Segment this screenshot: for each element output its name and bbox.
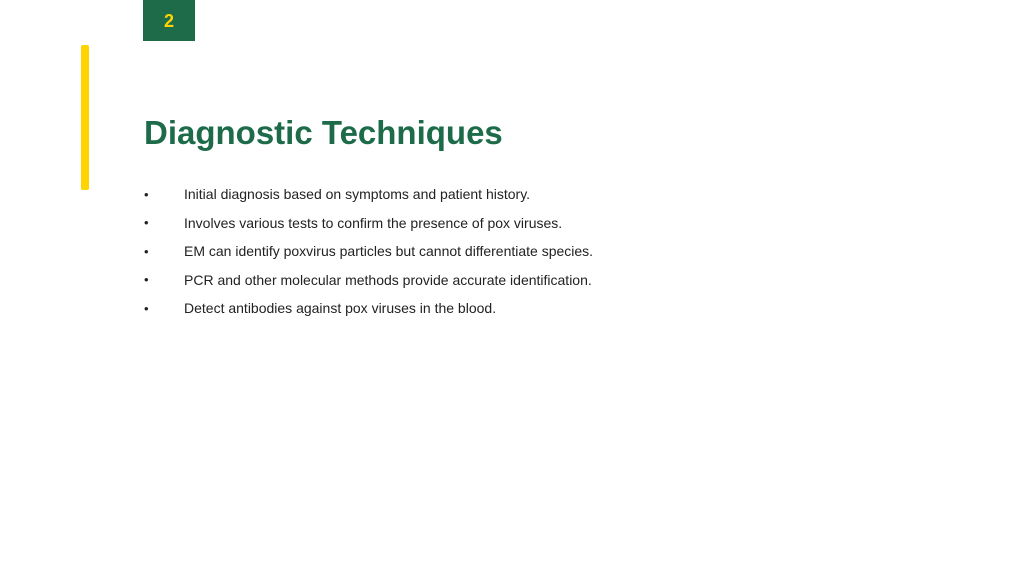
bullet-icon: •	[144, 243, 149, 259]
bullet-icon: •	[144, 215, 149, 231]
bullet-item	[144, 294, 593, 323]
bullet-list	[144, 180, 593, 323]
accent-bar	[81, 45, 89, 190]
slide-title: Diagnostic Techniques	[144, 114, 503, 151]
bullet-icon: •	[144, 272, 149, 288]
bullet-text: Involves various tests to confirm the presence of pox viruses.	[184, 214, 563, 231]
bullet-item	[144, 180, 593, 209]
bullet-item	[144, 209, 593, 238]
bullet-text: Detect antibodies against pox viruses in the blood.	[184, 300, 497, 317]
bullet-icon: •	[144, 300, 149, 316]
bullet-item	[144, 266, 593, 295]
bullet-item	[144, 237, 593, 266]
bullet-text: PCR and other molecular methods provide accurate identification.	[184, 271, 592, 288]
page-number: 2	[163, 10, 174, 31]
page-number-badge	[143, 0, 195, 41]
bullet-text: EM can identify poxvirus particles but cannot differentiate species.	[184, 243, 594, 260]
bullet-icon: •	[144, 186, 149, 202]
bullet-text: Initial diagnosis based on symptoms and patient history.	[184, 186, 531, 203]
